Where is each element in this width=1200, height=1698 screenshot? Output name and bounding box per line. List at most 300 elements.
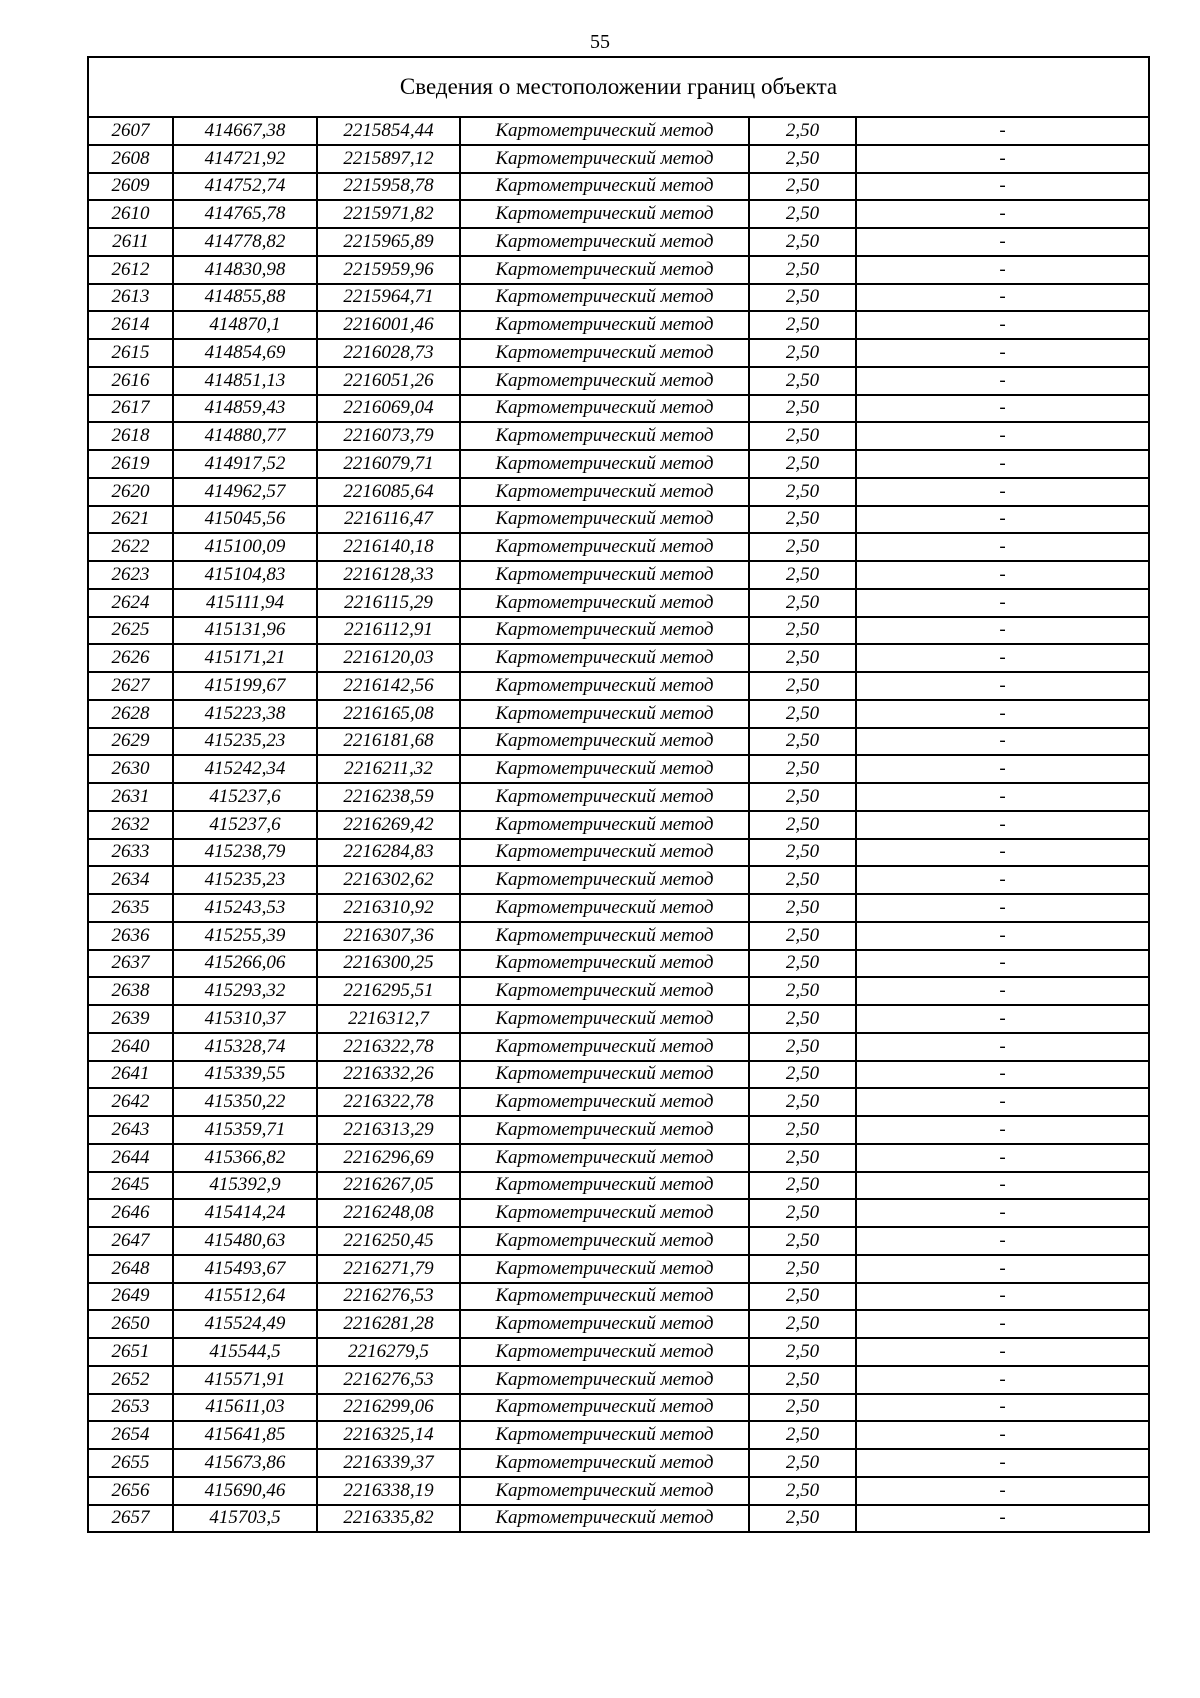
description-cell: - xyxy=(856,1310,1149,1338)
point-number-cell: 2621 xyxy=(88,506,173,534)
point-number-cell: 2646 xyxy=(88,1199,173,1227)
table-row xyxy=(88,728,1149,756)
method-cell: Картометрический метод xyxy=(460,506,749,534)
point-number-cell: 2626 xyxy=(88,644,173,672)
accuracy-cell: 2,50 xyxy=(749,644,856,672)
table-title: Сведения о местоположении границ объекта xyxy=(88,57,1149,117)
description-cell: - xyxy=(856,256,1149,284)
x-coordinate-cell: 414870,1 xyxy=(173,311,317,339)
x-coordinate-cell: 414778,82 xyxy=(173,228,317,256)
accuracy-cell: 2,50 xyxy=(749,311,856,339)
x-coordinate-cell: 415223,38 xyxy=(173,700,317,728)
description-cell: - xyxy=(856,1338,1149,1366)
description-cell: - xyxy=(856,728,1149,756)
table-row xyxy=(88,200,1149,228)
x-coordinate-cell: 415235,23 xyxy=(173,728,317,756)
table-row xyxy=(88,228,1149,256)
accuracy-cell: 2,50 xyxy=(749,1199,856,1227)
accuracy-cell: 2,50 xyxy=(749,1283,856,1311)
accuracy-cell: 2,50 xyxy=(749,1172,856,1200)
accuracy-cell: 2,50 xyxy=(749,783,856,811)
y-coordinate-cell: 2216165,08 xyxy=(317,700,460,728)
y-coordinate-cell: 2216276,53 xyxy=(317,1366,460,1394)
description-cell: - xyxy=(856,422,1149,450)
accuracy-cell: 2,50 xyxy=(749,450,856,478)
table-row xyxy=(88,977,1149,1005)
x-coordinate-cell: 414962,57 xyxy=(173,478,317,506)
point-number-cell: 2643 xyxy=(88,1116,173,1144)
x-coordinate-cell: 415045,56 xyxy=(173,506,317,534)
description-cell: - xyxy=(856,1144,1149,1172)
table-row xyxy=(88,1421,1149,1449)
accuracy-cell: 2,50 xyxy=(749,700,856,728)
accuracy-cell: 2,50 xyxy=(749,145,856,173)
accuracy-cell: 2,50 xyxy=(749,339,856,367)
point-number-cell: 2609 xyxy=(88,173,173,201)
description-cell: - xyxy=(856,977,1149,1005)
description-cell: - xyxy=(856,589,1149,617)
description-cell: - xyxy=(856,1394,1149,1422)
point-number-cell: 2657 xyxy=(88,1505,173,1533)
point-number-cell: 2647 xyxy=(88,1227,173,1255)
accuracy-cell: 2,50 xyxy=(749,977,856,1005)
x-coordinate-cell: 415237,6 xyxy=(173,811,317,839)
y-coordinate-cell: 2216335,82 xyxy=(317,1505,460,1533)
y-coordinate-cell: 2216302,62 xyxy=(317,866,460,894)
accuracy-cell: 2,50 xyxy=(749,561,856,589)
point-number-cell: 2633 xyxy=(88,839,173,867)
table-row xyxy=(88,1283,1149,1311)
accuracy-cell: 2,50 xyxy=(749,839,856,867)
point-number-cell: 2625 xyxy=(88,617,173,645)
y-coordinate-cell: 2216211,32 xyxy=(317,755,460,783)
method-cell: Картометрический метод xyxy=(460,1061,749,1089)
method-cell: Картометрический метод xyxy=(460,478,749,506)
description-cell: - xyxy=(856,284,1149,312)
table-row xyxy=(88,672,1149,700)
point-number-cell: 2619 xyxy=(88,450,173,478)
y-coordinate-cell: 2216115,29 xyxy=(317,589,460,617)
point-number-cell: 2618 xyxy=(88,422,173,450)
page-number: 55 xyxy=(590,31,610,53)
method-cell: Картометрический метод xyxy=(460,1005,749,1033)
table-row xyxy=(88,644,1149,672)
accuracy-cell: 2,50 xyxy=(749,1255,856,1283)
y-coordinate-cell: 2216120,03 xyxy=(317,644,460,672)
y-coordinate-cell: 2215897,12 xyxy=(317,145,460,173)
description-cell: - xyxy=(856,811,1149,839)
accuracy-cell: 2,50 xyxy=(749,1227,856,1255)
x-coordinate-cell: 414855,88 xyxy=(173,284,317,312)
table-row xyxy=(88,589,1149,617)
method-cell: Картометрический метод xyxy=(460,228,749,256)
x-coordinate-cell: 415293,32 xyxy=(173,977,317,1005)
point-number-cell: 2649 xyxy=(88,1283,173,1311)
method-cell: Картометрический метод xyxy=(460,755,749,783)
point-number-cell: 2614 xyxy=(88,311,173,339)
method-cell: Картометрический метод xyxy=(460,922,749,950)
y-coordinate-cell: 2216295,51 xyxy=(317,977,460,1005)
x-coordinate-cell: 415571,91 xyxy=(173,1366,317,1394)
table-row xyxy=(88,173,1149,201)
description-cell: - xyxy=(856,922,1149,950)
accuracy-cell: 2,50 xyxy=(749,200,856,228)
table-row xyxy=(88,1199,1149,1227)
description-cell: - xyxy=(856,700,1149,728)
accuracy-cell: 2,50 xyxy=(749,922,856,950)
y-coordinate-cell: 2215854,44 xyxy=(317,117,460,145)
point-number-cell: 2656 xyxy=(88,1477,173,1505)
method-cell: Картометрический метод xyxy=(460,145,749,173)
y-coordinate-cell: 2216279,5 xyxy=(317,1338,460,1366)
table-row xyxy=(88,1477,1149,1505)
method-cell: Картометрический метод xyxy=(460,117,749,145)
accuracy-cell: 2,50 xyxy=(749,1421,856,1449)
method-cell: Картометрический метод xyxy=(460,422,749,450)
table-row xyxy=(88,922,1149,950)
description-cell: - xyxy=(856,367,1149,395)
accuracy-cell: 2,50 xyxy=(749,755,856,783)
table-row xyxy=(88,1033,1149,1061)
description-cell: - xyxy=(856,1005,1149,1033)
table-row xyxy=(88,1338,1149,1366)
description-cell: - xyxy=(856,1449,1149,1477)
accuracy-cell: 2,50 xyxy=(749,117,856,145)
point-number-cell: 2639 xyxy=(88,1005,173,1033)
table-row xyxy=(88,256,1149,284)
accuracy-cell: 2,50 xyxy=(749,589,856,617)
table-row xyxy=(88,1227,1149,1255)
point-number-cell: 2610 xyxy=(88,200,173,228)
accuracy-cell: 2,50 xyxy=(749,950,856,978)
point-number-cell: 2651 xyxy=(88,1338,173,1366)
point-number-cell: 2634 xyxy=(88,866,173,894)
accuracy-cell: 2,50 xyxy=(749,284,856,312)
y-coordinate-cell: 2216181,68 xyxy=(317,728,460,756)
y-coordinate-cell: 2216296,69 xyxy=(317,1144,460,1172)
point-number-cell: 2650 xyxy=(88,1310,173,1338)
x-coordinate-cell: 415199,67 xyxy=(173,672,317,700)
point-number-cell: 2608 xyxy=(88,145,173,173)
method-cell: Картометрический метод xyxy=(460,977,749,1005)
description-cell: - xyxy=(856,755,1149,783)
accuracy-cell: 2,50 xyxy=(749,1477,856,1505)
x-coordinate-cell: 415242,34 xyxy=(173,755,317,783)
table-row xyxy=(88,284,1149,312)
x-coordinate-cell: 415359,71 xyxy=(173,1116,317,1144)
table-row xyxy=(88,811,1149,839)
point-number-cell: 2611 xyxy=(88,228,173,256)
point-number-cell: 2644 xyxy=(88,1144,173,1172)
description-cell: - xyxy=(856,450,1149,478)
y-coordinate-cell: 2216313,29 xyxy=(317,1116,460,1144)
x-coordinate-cell: 415266,06 xyxy=(173,950,317,978)
table-row xyxy=(88,422,1149,450)
table-row xyxy=(88,1255,1149,1283)
y-coordinate-cell: 2216338,19 xyxy=(317,1477,460,1505)
x-coordinate-cell: 415414,24 xyxy=(173,1199,317,1227)
x-coordinate-cell: 414721,92 xyxy=(173,145,317,173)
point-number-cell: 2642 xyxy=(88,1088,173,1116)
y-coordinate-cell: 2216284,83 xyxy=(317,839,460,867)
x-coordinate-cell: 415493,67 xyxy=(173,1255,317,1283)
x-coordinate-cell: 415131,96 xyxy=(173,617,317,645)
table-row xyxy=(88,1505,1149,1533)
description-cell: - xyxy=(856,866,1149,894)
y-coordinate-cell: 2216276,53 xyxy=(317,1283,460,1311)
x-coordinate-cell: 415339,55 xyxy=(173,1061,317,1089)
x-coordinate-cell: 415171,21 xyxy=(173,644,317,672)
table-row xyxy=(88,395,1149,423)
accuracy-cell: 2,50 xyxy=(749,1394,856,1422)
description-cell: - xyxy=(856,311,1149,339)
y-coordinate-cell: 2216250,45 xyxy=(317,1227,460,1255)
accuracy-cell: 2,50 xyxy=(749,1033,856,1061)
method-cell: Картометрический метод xyxy=(460,339,749,367)
point-number-cell: 2637 xyxy=(88,950,173,978)
method-cell: Картометрический метод xyxy=(460,589,749,617)
point-number-cell: 2627 xyxy=(88,672,173,700)
y-coordinate-cell: 2216079,71 xyxy=(317,450,460,478)
y-coordinate-cell: 2215971,82 xyxy=(317,200,460,228)
method-cell: Картометрический метод xyxy=(460,1394,749,1422)
table-row xyxy=(88,1144,1149,1172)
point-number-cell: 2631 xyxy=(88,783,173,811)
method-cell: Картометрический метод xyxy=(460,950,749,978)
accuracy-cell: 2,50 xyxy=(749,478,856,506)
method-cell: Картометрический метод xyxy=(460,617,749,645)
y-coordinate-cell: 2216069,04 xyxy=(317,395,460,423)
y-coordinate-cell: 2216299,06 xyxy=(317,1394,460,1422)
x-coordinate-cell: 414667,38 xyxy=(173,117,317,145)
point-number-cell: 2624 xyxy=(88,589,173,617)
table-row xyxy=(88,1172,1149,1200)
x-coordinate-cell: 414859,43 xyxy=(173,395,317,423)
table-row xyxy=(88,145,1149,173)
description-cell: - xyxy=(856,1477,1149,1505)
y-coordinate-cell: 2215965,89 xyxy=(317,228,460,256)
point-number-cell: 2648 xyxy=(88,1255,173,1283)
table-row xyxy=(88,1310,1149,1338)
accuracy-cell: 2,50 xyxy=(749,617,856,645)
point-number-cell: 2654 xyxy=(88,1421,173,1449)
y-coordinate-cell: 2215958,78 xyxy=(317,173,460,201)
description-cell: - xyxy=(856,672,1149,700)
point-number-cell: 2630 xyxy=(88,755,173,783)
y-coordinate-cell: 2215964,71 xyxy=(317,284,460,312)
accuracy-cell: 2,50 xyxy=(749,1338,856,1366)
description-cell: - xyxy=(856,617,1149,645)
accuracy-cell: 2,50 xyxy=(749,228,856,256)
point-number-cell: 2645 xyxy=(88,1172,173,1200)
method-cell: Картометрический метод xyxy=(460,1477,749,1505)
y-coordinate-cell: 2216307,36 xyxy=(317,922,460,950)
method-cell: Картометрический метод xyxy=(460,1172,749,1200)
x-coordinate-cell: 414851,13 xyxy=(173,367,317,395)
x-coordinate-cell: 415100,09 xyxy=(173,533,317,561)
description-cell: - xyxy=(856,1061,1149,1089)
accuracy-cell: 2,50 xyxy=(749,866,856,894)
method-cell: Картометрический метод xyxy=(460,284,749,312)
y-coordinate-cell: 2216073,79 xyxy=(317,422,460,450)
method-cell: Картометрический метод xyxy=(460,1144,749,1172)
description-cell: - xyxy=(856,839,1149,867)
description-cell: - xyxy=(856,200,1149,228)
point-number-cell: 2620 xyxy=(88,478,173,506)
table-title-row xyxy=(88,57,1149,117)
accuracy-cell: 2,50 xyxy=(749,395,856,423)
method-cell: Картометрический метод xyxy=(460,1227,749,1255)
method-cell: Картометрический метод xyxy=(460,1088,749,1116)
table-row xyxy=(88,450,1149,478)
method-cell: Картометрический метод xyxy=(460,783,749,811)
description-cell: - xyxy=(856,894,1149,922)
accuracy-cell: 2,50 xyxy=(749,173,856,201)
accuracy-cell: 2,50 xyxy=(749,1088,856,1116)
y-coordinate-cell: 2215959,96 xyxy=(317,256,460,284)
x-coordinate-cell: 414752,74 xyxy=(173,173,317,201)
x-coordinate-cell: 415611,03 xyxy=(173,1394,317,1422)
method-cell: Картометрический метод xyxy=(460,173,749,201)
description-cell: - xyxy=(856,1421,1149,1449)
method-cell: Картометрический метод xyxy=(460,1116,749,1144)
accuracy-cell: 2,50 xyxy=(749,1061,856,1089)
method-cell: Картометрический метод xyxy=(460,1033,749,1061)
y-coordinate-cell: 2216322,78 xyxy=(317,1033,460,1061)
y-coordinate-cell: 2216269,42 xyxy=(317,811,460,839)
table-row xyxy=(88,1005,1149,1033)
description-cell: - xyxy=(856,145,1149,173)
accuracy-cell: 2,50 xyxy=(749,367,856,395)
y-coordinate-cell: 2216142,56 xyxy=(317,672,460,700)
method-cell: Картометрический метод xyxy=(460,561,749,589)
x-coordinate-cell: 415480,63 xyxy=(173,1227,317,1255)
accuracy-cell: 2,50 xyxy=(749,256,856,284)
method-cell: Картометрический метод xyxy=(460,395,749,423)
x-coordinate-cell: 415703,5 xyxy=(173,1505,317,1533)
accuracy-cell: 2,50 xyxy=(749,1116,856,1144)
table-row xyxy=(88,617,1149,645)
description-cell: - xyxy=(856,1116,1149,1144)
method-cell: Картометрический метод xyxy=(460,450,749,478)
method-cell: Картометрический метод xyxy=(460,672,749,700)
x-coordinate-cell: 415237,6 xyxy=(173,783,317,811)
table-row xyxy=(88,311,1149,339)
x-coordinate-cell: 415512,64 xyxy=(173,1283,317,1311)
table-row xyxy=(88,700,1149,728)
x-coordinate-cell: 414880,77 xyxy=(173,422,317,450)
x-coordinate-cell: 415235,23 xyxy=(173,866,317,894)
y-coordinate-cell: 2216116,47 xyxy=(317,506,460,534)
y-coordinate-cell: 2216238,59 xyxy=(317,783,460,811)
boundary-coordinates-table xyxy=(87,56,1150,1533)
method-cell: Картометрический метод xyxy=(460,1255,749,1283)
x-coordinate-cell: 415641,85 xyxy=(173,1421,317,1449)
accuracy-cell: 2,50 xyxy=(749,811,856,839)
description-cell: - xyxy=(856,506,1149,534)
description-cell: - xyxy=(856,117,1149,145)
description-cell: - xyxy=(856,339,1149,367)
x-coordinate-cell: 415524,49 xyxy=(173,1310,317,1338)
y-coordinate-cell: 2216028,73 xyxy=(317,339,460,367)
description-cell: - xyxy=(856,228,1149,256)
x-coordinate-cell: 415255,39 xyxy=(173,922,317,950)
point-number-cell: 2655 xyxy=(88,1449,173,1477)
table-row xyxy=(88,783,1149,811)
method-cell: Картометрический метод xyxy=(460,644,749,672)
table-row xyxy=(88,839,1149,867)
method-cell: Картометрический метод xyxy=(460,1310,749,1338)
y-coordinate-cell: 2216281,28 xyxy=(317,1310,460,1338)
y-coordinate-cell: 2216300,25 xyxy=(317,950,460,978)
y-coordinate-cell: 2216085,64 xyxy=(317,478,460,506)
description-cell: - xyxy=(856,1505,1149,1533)
x-coordinate-cell: 415238,79 xyxy=(173,839,317,867)
x-coordinate-cell: 415350,22 xyxy=(173,1088,317,1116)
y-coordinate-cell: 2216332,26 xyxy=(317,1061,460,1089)
x-coordinate-cell: 415392,9 xyxy=(173,1172,317,1200)
table-row xyxy=(88,117,1149,145)
description-cell: - xyxy=(856,783,1149,811)
method-cell: Картометрический метод xyxy=(460,1338,749,1366)
table-row xyxy=(88,478,1149,506)
x-coordinate-cell: 414854,69 xyxy=(173,339,317,367)
description-cell: - xyxy=(856,173,1149,201)
table-row xyxy=(88,506,1149,534)
table-row xyxy=(88,339,1149,367)
y-coordinate-cell: 2216112,91 xyxy=(317,617,460,645)
accuracy-cell: 2,50 xyxy=(749,1505,856,1533)
method-cell: Картометрический метод xyxy=(460,700,749,728)
method-cell: Картометрический метод xyxy=(460,894,749,922)
table-row xyxy=(88,755,1149,783)
accuracy-cell: 2,50 xyxy=(749,894,856,922)
table-row xyxy=(88,561,1149,589)
table-row xyxy=(88,950,1149,978)
x-coordinate-cell: 414917,52 xyxy=(173,450,317,478)
method-cell: Картометрический метод xyxy=(460,1199,749,1227)
point-number-cell: 2640 xyxy=(88,1033,173,1061)
y-coordinate-cell: 2216267,05 xyxy=(317,1172,460,1200)
method-cell: Картометрический метод xyxy=(460,367,749,395)
point-number-cell: 2635 xyxy=(88,894,173,922)
accuracy-cell: 2,50 xyxy=(749,1144,856,1172)
point-number-cell: 2638 xyxy=(88,977,173,1005)
x-coordinate-cell: 415544,5 xyxy=(173,1338,317,1366)
y-coordinate-cell: 2216339,37 xyxy=(317,1449,460,1477)
point-number-cell: 2607 xyxy=(88,117,173,145)
accuracy-cell: 2,50 xyxy=(749,1449,856,1477)
description-cell: - xyxy=(856,950,1149,978)
description-cell: - xyxy=(856,478,1149,506)
point-number-cell: 2641 xyxy=(88,1061,173,1089)
y-coordinate-cell: 2216051,26 xyxy=(317,367,460,395)
y-coordinate-cell: 2216248,08 xyxy=(317,1199,460,1227)
table-row xyxy=(88,533,1149,561)
method-cell: Картометрический метод xyxy=(460,311,749,339)
description-cell: - xyxy=(856,1227,1149,1255)
x-coordinate-cell: 415243,53 xyxy=(173,894,317,922)
method-cell: Картометрический метод xyxy=(460,533,749,561)
method-cell: Картометрический метод xyxy=(460,728,749,756)
table-row xyxy=(88,1061,1149,1089)
accuracy-cell: 2,50 xyxy=(749,533,856,561)
y-coordinate-cell: 2216325,14 xyxy=(317,1421,460,1449)
point-number-cell: 2615 xyxy=(88,339,173,367)
point-number-cell: 2636 xyxy=(88,922,173,950)
x-coordinate-cell: 414830,98 xyxy=(173,256,317,284)
method-cell: Картометрический метод xyxy=(460,200,749,228)
